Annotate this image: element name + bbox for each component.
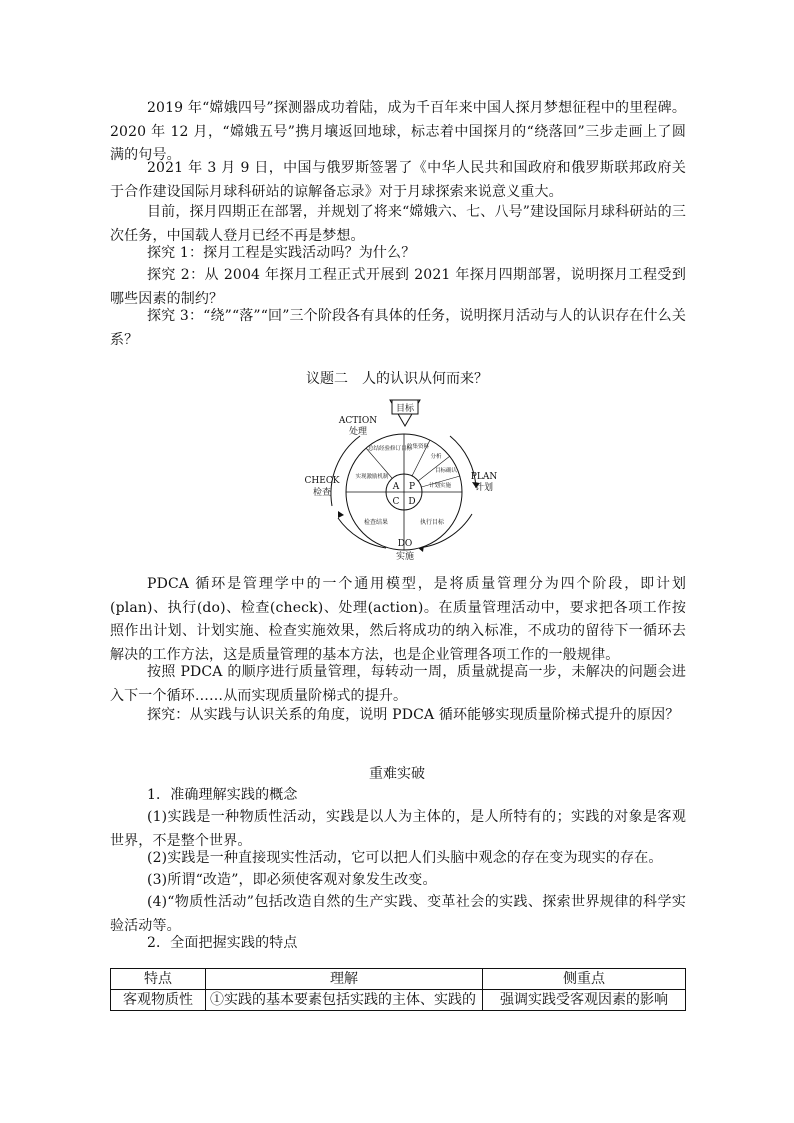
table-cell-focus: 强调实践受客观因素的影响 bbox=[483, 990, 686, 1011]
segment-plan-impl: 计划实施 bbox=[428, 483, 452, 489]
point-4: (4)“物质性活动”包括改造自然的生产实践、变革社会的实践、探索世界规律的科学实验活动等。 bbox=[110, 894, 686, 934]
segment-collect: 收集资料 bbox=[406, 444, 430, 450]
section-title: 重难实破 bbox=[369, 766, 425, 782]
plan-cn-label: 计划 bbox=[474, 483, 494, 493]
segment-exec-goal: 执行目标 bbox=[419, 519, 445, 526]
question-3: 探究 3：“绕”“落”“回”三个阶段各有具体的任务，说明探月活动与人的认识存在什么关系？ bbox=[110, 308, 686, 348]
check-cn-label: 检查 bbox=[312, 488, 332, 498]
goal-label: 目标 bbox=[395, 404, 415, 414]
question-1: 探究 1：探月工程是实践活动吗？为什么？ bbox=[147, 245, 416, 261]
paragraph-memorandum: 2021 年 3 月 9 日，中国与俄罗斯签署了《中华人民共和国政府和俄罗斯联邦政府关于合作建设国际月球科研站的谅解备忘录》对于月球探索来说意义重大。 bbox=[110, 160, 686, 200]
table-cell-understanding: ①实践的基本要素包括实践的主体、实践的 bbox=[206, 990, 483, 1011]
topic2-title: 议题二 人的认识从何而来？ bbox=[306, 371, 488, 387]
question-2: 探究 2：从 2004 年探月工程正式开展到 2021 年探月四期部署，说明探月工程受到哪些因素的制约？ bbox=[110, 267, 686, 307]
heading-features: 2．全面把握实践的特点 bbox=[147, 935, 298, 951]
heading-concept: 1．准确理解实践的概念 bbox=[147, 787, 298, 803]
table-header-feature: 特点 bbox=[111, 969, 206, 990]
paragraph-pdca-intro: PDCA 循环是管理学中的一个通用模型，是将质量管理分为四个阶段，即计划(plan)、执行(do)、检查(check)、处理(action)。在质量管理活动中，要求把各项工作按照作出计划、计划实施、检查实施效果，然后将成功的纳入标准，不成功的留待下一循环去解决的工作方法，这是质量管理的基本方法，也是企业管理各项工作的一般规律。 bbox=[110, 576, 686, 663]
table-row bbox=[111, 990, 686, 1011]
letter-d: D bbox=[408, 497, 416, 507]
letter-c: C bbox=[392, 497, 400, 507]
features-table bbox=[110, 968, 686, 1011]
segment-summary: 总结经验修订目标 bbox=[367, 446, 413, 452]
action-cn-label: 处理 bbox=[348, 427, 368, 437]
letter-a: A bbox=[392, 482, 400, 492]
plan-en-label: PLAN bbox=[470, 472, 498, 482]
arrow-head-check bbox=[338, 511, 344, 518]
paragraph-change-4: 2019 年“嫦娥四号”探测器成功着陆，成为千百年来中国人探月梦想征程中的里程碑。2020 年 12 月，“嫦娥五号”携月壤返回地球，标志着中国探月的“绕落回”三步走画上了圆满的句号。 bbox=[110, 100, 686, 163]
letter-p: P bbox=[408, 482, 416, 492]
segment-check-result: 检查结果 bbox=[363, 519, 389, 526]
segment-analyze: 分析 bbox=[430, 454, 442, 460]
pdca-diagram bbox=[300, 396, 510, 566]
do-cn-label: 实施 bbox=[395, 552, 415, 562]
paragraph-pdca-cycle: 按照 PDCA 的顺序进行质量管理，每转动一周，质量就提高一步，未解决的问题会进入下一个循环……从而实现质量阶梯式的提升。 bbox=[110, 664, 686, 704]
segment-mechanism: 实现激励机制 bbox=[355, 474, 389, 480]
table-header-focus: 侧重点 bbox=[483, 969, 686, 990]
action-en-label: ACTION bbox=[338, 416, 378, 426]
paragraph-phase4: 目前，探月四期正在部署，并规划了将来“嫦娥六、七、八号”建设国际月球科研站的三次任务，中国载人登月已经不再是梦想。 bbox=[110, 204, 686, 244]
point-1: (1)实践是一种物质性活动，实践是以人为主体的，是人所特有的；实践的对象是客观世界，不是整个世界。 bbox=[110, 809, 686, 849]
segment-confirm: 目标确认 bbox=[434, 468, 458, 474]
do-en-label: DO bbox=[397, 539, 413, 549]
table-header-row bbox=[111, 969, 686, 990]
question-pdca: 探究：从实践与认识关系的角度，说明 PDCA 循环能够实现质量阶梯式提升的原因？ bbox=[147, 707, 680, 723]
point-2: (2)实践是一种直接现实性活动，它可以把人们头脑中观念的存在变为现实的存在。 bbox=[147, 850, 663, 866]
point-3: (3)所谓“改造”，即必须使客观对象发生改变。 bbox=[147, 872, 437, 888]
table-cell-feature: 客观物质性 bbox=[111, 990, 206, 1011]
check-en-label: CHECK bbox=[304, 476, 340, 486]
table-header-understanding: 理解 bbox=[206, 969, 483, 990]
